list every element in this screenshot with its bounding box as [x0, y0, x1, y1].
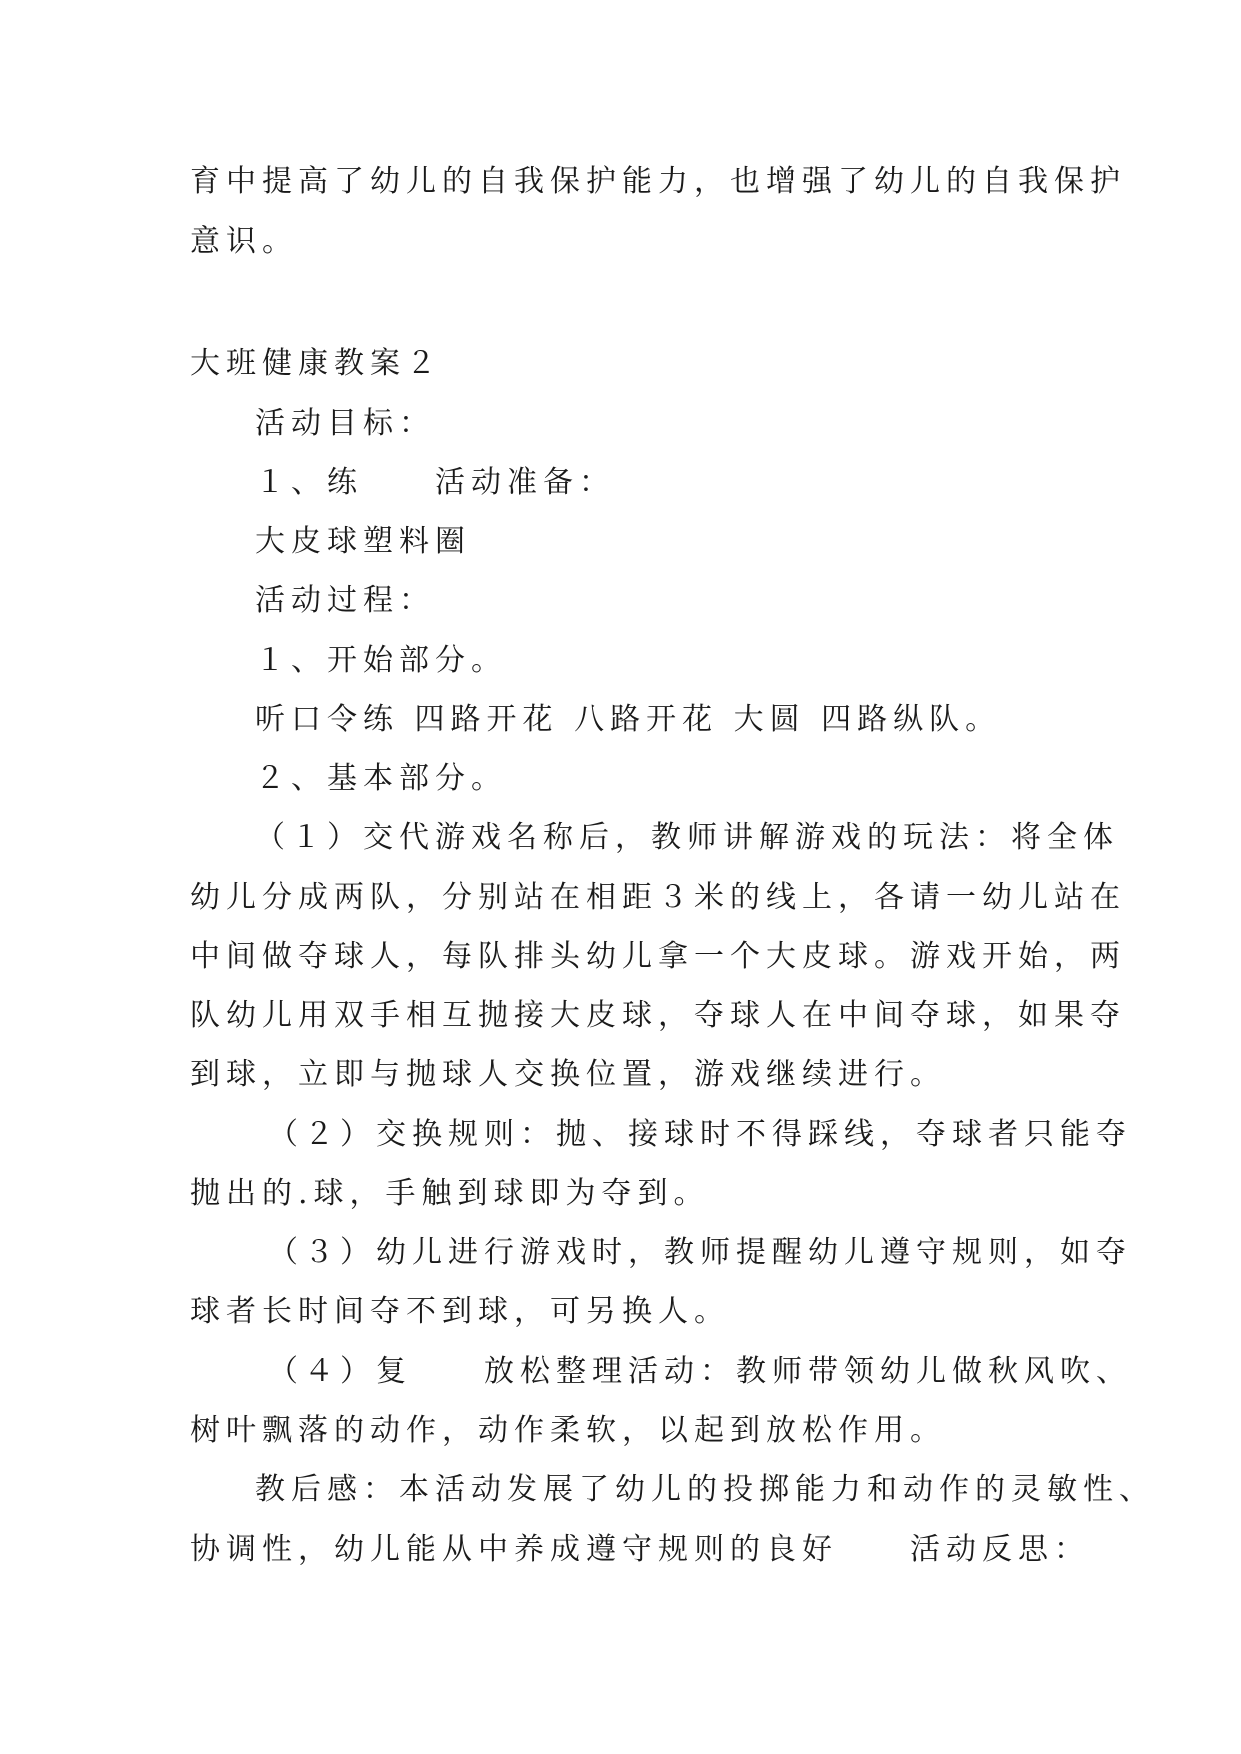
paragraph-line: 队幼儿用双手相互抛接大皮球，夺球人在中间夺球，如果夺: [190, 998, 1126, 1033]
section-title: 大班健康教案２: [190, 346, 442, 381]
paragraph-line: 育中提高了幼儿的自我保护能力，也增强了幼儿的自我保护: [190, 164, 1126, 199]
paragraph-line: 意识。: [190, 224, 298, 259]
goal-item: １、练 活动准备：: [255, 465, 615, 500]
paragraph-line: （１）交代游戏名称后，教师讲解游戏的玩法：将全体: [255, 820, 1119, 855]
paragraph-line: 幼儿分成两队，分别站在相距３米的线上，各请一幼儿站在: [190, 880, 1126, 915]
heading-activity-goals: 活动目标：: [255, 406, 435, 441]
paragraph-line: （３）幼儿进行游戏时，教师提醒幼儿遵守规则，如夺: [268, 1235, 1132, 1270]
paragraph-line: 球者长时间夺不到球，可另换人。: [190, 1294, 730, 1329]
step-detail: 听口令练 四路开花 八路开花 大圆 四路纵队。: [255, 702, 1002, 737]
materials-text: 大皮球塑料圈: [255, 524, 471, 559]
step-heading: ２、基本部分。: [255, 761, 507, 796]
paragraph-line: 中间做夺球人，每队排头幼儿拿一个大皮球。游戏开始，两: [190, 939, 1126, 974]
paragraph-line: （２）交换规则：抛、接球时不得踩线，夺球者只能夺: [268, 1117, 1132, 1152]
heading-activity-process: 活动过程：: [255, 583, 435, 618]
paragraph-line: （４）复 放松整理活动：教师带领幼儿做秋风吹、: [268, 1354, 1132, 1389]
paragraph-line: 抛出的.球，手触到球即为夺到。: [190, 1176, 710, 1211]
paragraph-line: 到球，立即与抛球人交换位置，游戏继续进行。: [190, 1057, 946, 1092]
paragraph-line: 协调性，幼儿能从中养成遵守规则的良好 活动反思：: [190, 1532, 1090, 1567]
paragraph-line: 树叶飘落的动作，动作柔软，以起到放松作用。: [190, 1413, 946, 1448]
step-heading: １、开始部分。: [255, 643, 507, 678]
paragraph-line: 教后感：本活动发展了幼儿的投掷能力和动作的灵敏性、: [255, 1472, 1155, 1507]
